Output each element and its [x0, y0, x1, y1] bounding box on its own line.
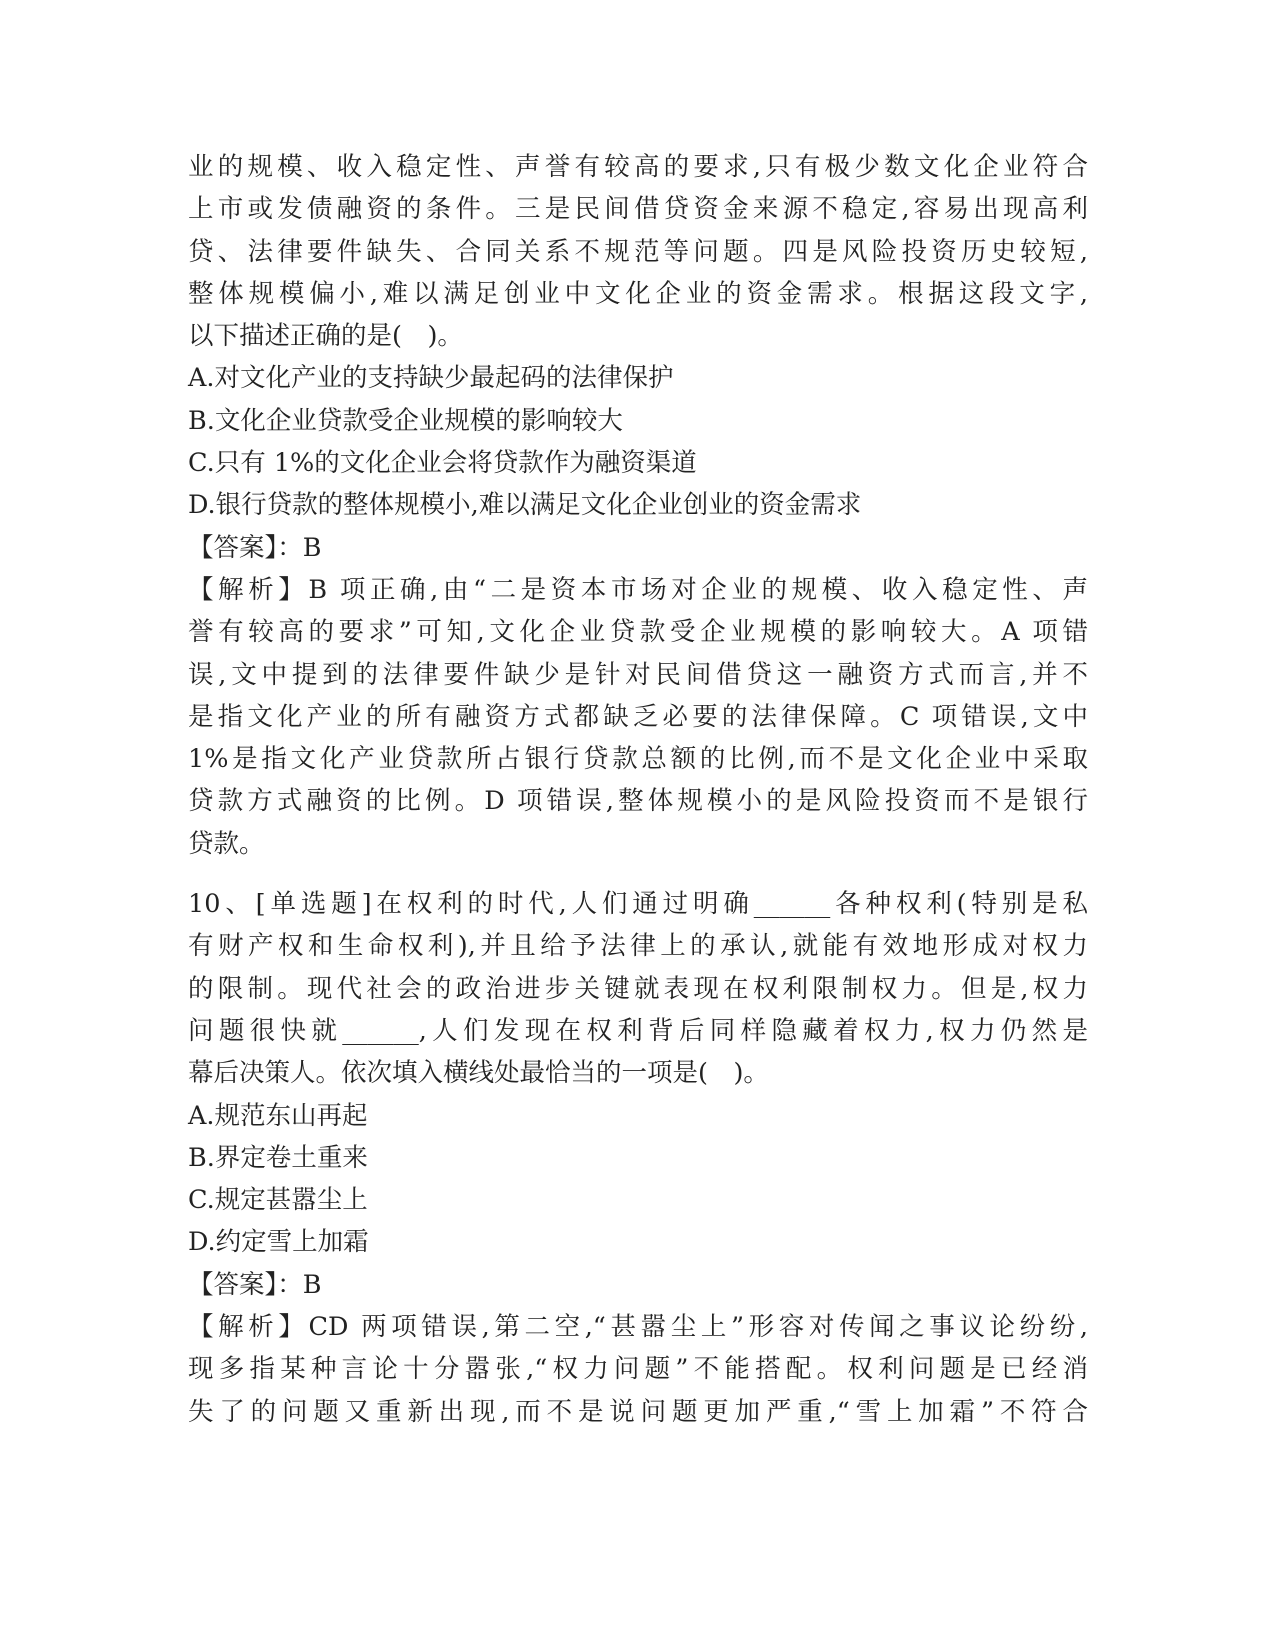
option-c: C.规定甚嚣尘上: [188, 1185, 368, 1216]
analysis-line: 1%是指文化产业贷款所占银行贷款总额的比例,而不是文化企业中采取: [188, 744, 1088, 775]
question-9: [188, 146, 1088, 865]
question-9-options: [188, 357, 1088, 526]
option-d: D.银行贷款的整体规模小,难以满足文化企业创业的资金需求: [188, 490, 862, 521]
option-a: A.规范东山再起: [188, 1100, 368, 1131]
option-b: B.文化企业贷款受企业规模的影响较大: [188, 405, 623, 436]
question-spacer: [188, 865, 1088, 883]
stem-line: 上市或发债融资的条件。三是民间借贷资金来源不稳定,容易出现高利: [188, 194, 1088, 225]
question-10-analysis: [188, 1306, 1088, 1433]
stem-line: 以下描述正确的是( )。: [188, 321, 463, 352]
question-10-answer: 【答案】：B: [188, 1269, 322, 1300]
analysis-line: 现多指某种言论十分嚣张,“权力问题”不能搭配。权利问题是已经消: [188, 1354, 1088, 1385]
stem-line: 的限制。现代社会的政治进步关键就表现在权利限制权力。但是,权力: [188, 973, 1088, 1004]
analysis-line: 贷款。: [188, 828, 265, 859]
stem-line: 幕后决策人。依次填入横线处最恰当的一项是( )。: [188, 1058, 769, 1089]
question-10-options: [188, 1095, 1088, 1264]
analysis-line: 誉有较高的要求”可知,文化企业贷款受企业规模的影响较大。A 项错: [188, 617, 1088, 648]
analysis-line: 是指文化产业的所有融资方式都缺乏必要的法律保障。C 项错误,文中: [188, 701, 1088, 732]
stem-line: 问题很快就______,人们发现在权利背后同样隐藏着权力,权力仍然是: [188, 1015, 1088, 1046]
stem-line: 贷、法律要件缺失、合同关系不规范等问题。四是风险投资历史较短,: [188, 236, 1088, 267]
stem-line: 业的规模、收入稳定性、声誉有较高的要求,只有极少数文化企业符合: [188, 152, 1088, 182]
question-10-stem: [188, 883, 1088, 1094]
question-10: [188, 883, 1088, 1433]
question-9-analysis: [188, 569, 1088, 865]
analysis-line: 误,文中提到的法律要件缺少是针对民间借贷这一融资方式而言,并不: [188, 659, 1088, 690]
option-b: B.界定卷土重来: [188, 1142, 368, 1173]
option-d: D.约定雪上加霜: [188, 1227, 369, 1258]
option-a: A.对文化产业的支持缺少最起码的法律保护: [188, 363, 674, 394]
analysis-line: 失了的问题又重新出现,而不是说问题更加严重,“雪上加霜”不符合: [188, 1396, 1088, 1427]
stem-line: 有财产权和生命权利),并且给予法律上的承认,就能有效地形成对权力: [188, 931, 1088, 962]
option-c: C.只有 1%的文化企业会将贷款作为融资渠道: [188, 448, 697, 479]
analysis-line: 贷款方式融资的比例。D 项错误,整体规模小的是风险投资而不是银行: [188, 786, 1088, 817]
question-9-answer: 【答案】：B: [188, 532, 322, 563]
stem-line: 整体规模偏小,难以满足创业中文化企业的资金需求。根据这段文字,: [188, 278, 1088, 309]
question-9-stem: [188, 146, 1088, 357]
analysis-line: 【解析】CD 两项错误,第二空,“甚嚣尘上”形容对传闻之事议论纷纷,: [188, 1312, 1088, 1343]
analysis-line: 【解析】B 项正确,由“二是资本市场对企业的规模、收入稳定性、声: [188, 574, 1088, 605]
stem-line: 10、[单选题]在权利的时代,人们通过明确______各种权利(特别是私: [188, 889, 1088, 920]
document-body: [188, 146, 1088, 1433]
